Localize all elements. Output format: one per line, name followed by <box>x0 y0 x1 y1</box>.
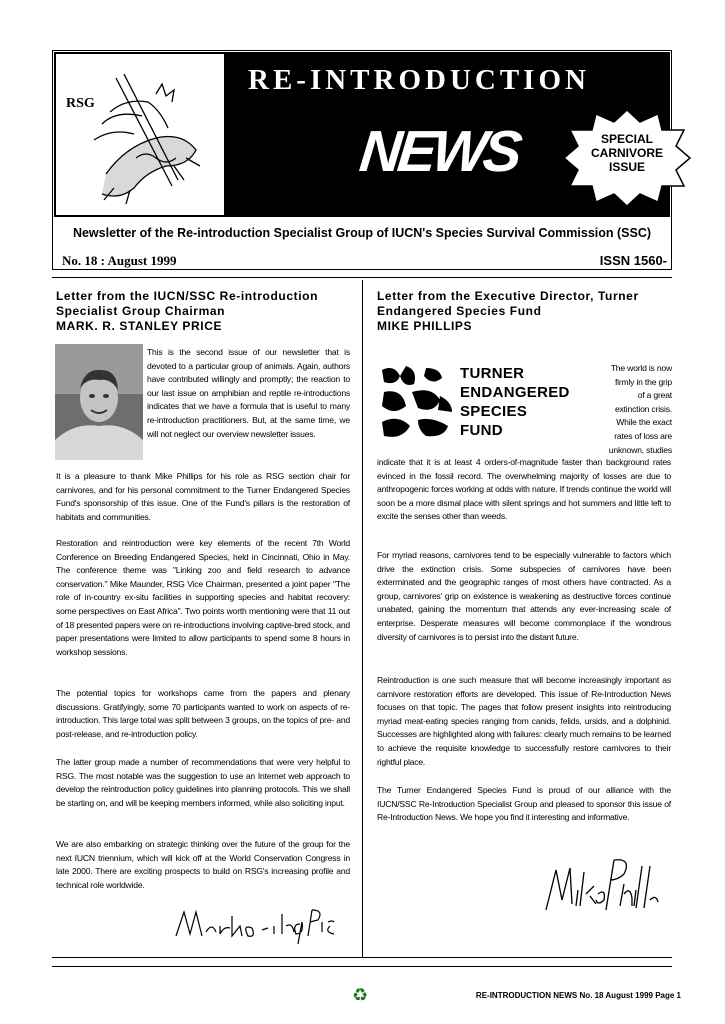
chairman-paragraph: Restoration and reintroduction were key elements of the recent 7th World Conference on Breeding Endangered Species, held in Cincinnati, Ohio in May. The conference theme was "Linking zoo and field research to advance conservation." Mike Maunder, RSG Vice Chairman, presented a joint paper "The role of in-country ex-situ facilities in supporting species and habitat recovery: some perspectives on East Africa". Two points worth mentioning were that 11 out of 18 presented papers were on re-introductions involving captive-bred stock, and paper presentations were limited to allow participants to spend some 8 hours in workshop sessions. <box>56 538 350 657</box>
heading-line: Specialist Group Chairman <box>56 304 226 318</box>
divider-bottom <box>52 957 672 958</box>
newsletter-title: RE-INTRODUCTION <box>248 64 590 96</box>
logo-word: FUND <box>460 422 503 439</box>
side-line: rates of loss are <box>614 430 672 441</box>
chairman-paragraph: The latter group made a number of recommendations that were very helpful to RSG. The most notable was the suggestion to use an Internet web approach to develop the reintroduction policy guidelines into planning protocols. This we shall be starting on, and will be keeping members informed, while also soliciting input. <box>56 757 350 808</box>
chairman-letter-heading <box>56 289 356 334</box>
page-footer: RE-INTRODUCTION NEWS No. 18 August 1999 Page 1 <box>475 991 681 1000</box>
divider-top <box>52 277 672 278</box>
heading-line: Letter from the Executive Director, Turner <box>377 289 639 303</box>
side-line: firmly in the grip <box>614 376 672 387</box>
side-line: While the exact <box>616 417 672 428</box>
director-paragraph: Reintroduction is one such measure that will become increasingly important as carnivore restoration efforts are developed. This issue of Re-Introduction News focuses on that topic. The pages that follow present insights into reintroducing myriad meat-eating species ranging from canids, felids, ursids, and a dolphinid. Successes are highlighted along with failures: clearly much remains to be learned to achieve the requisite knowledge to successfully restore carnivores to their rightful place. <box>377 675 671 767</box>
portrait-photo <box>55 344 143 460</box>
heading-line: Endangered Species Fund <box>377 304 542 318</box>
side-line: of a great <box>637 390 672 401</box>
rsg-logo-box <box>56 54 224 215</box>
news-wordmark: NEWS <box>356 119 522 184</box>
turner-fund-logo <box>378 362 584 444</box>
heading-line: Letter from the IUCN/SSC Re-introduction <box>56 289 319 303</box>
special-issue-badge <box>578 132 676 174</box>
recycle-icon: ♻ <box>352 985 369 1005</box>
column-divider <box>362 280 363 958</box>
divider-bottom-thin <box>52 966 672 967</box>
rsg-label: RSG <box>66 96 95 111</box>
signature-mike-phillips <box>540 850 660 920</box>
director-paragraph: indicate that it is at least 4 orders-of-magnitude faster than background rates evinced in the fossil record. The overwhelming majority of losses are due to anthropogenic forces working at odds with nature. If trends continue the world will soon be a more dismal place with silent springs and hot summers and little left to excite the senses other than weeds. <box>377 457 671 522</box>
newsletter-subtitle: Newsletter of the Re-introduction Specialist Group of IUCN's Species Survival Commission (SSC) <box>72 226 652 240</box>
logo-word: TURNER <box>460 365 525 382</box>
side-line: The world is now <box>610 363 672 373</box>
director-letter-heading <box>377 289 667 334</box>
director-intro-side <box>590 362 672 457</box>
logo-word: ENDANGERED <box>460 384 570 401</box>
badge-line: CARNIVORE <box>590 146 663 160</box>
chairman-paragraph: It is a pleasure to thank Mike Phillips for his role as RSG section chair for carnivores, and for his personal commitment to the Turner Endangered Species Fund's sponsorship of this issue. One of the Fund's pillars is the restoration of habitats and communities. <box>56 471 350 522</box>
oryx-logo-icon <box>56 54 224 215</box>
director-paragraph: The Turner Endangered Species Fund is proud of our alliance with the IUCN/SSC Re-Introduction Specialist Group and pleased to sponsor this issue of Re-Introduction News. We hope you find it interesting and informative. <box>377 785 671 823</box>
side-line: unknown, studies <box>608 444 672 455</box>
turner-fund-emblem-icon <box>378 362 456 444</box>
badge-line: SPECIAL <box>600 132 653 146</box>
chairman-paragraph: We are also embarking on strategic thinking over the future of the group for the next IUCN triennium, which will kick off at the World Conservation Congress in late 2000. There are exciting prospects to build on RSG's increasing profile and technical role worldwide. <box>56 839 350 890</box>
side-line: extinction crisis. <box>614 403 672 414</box>
logo-word: SPECIES <box>460 403 528 420</box>
chairman-paragraph: The potential topics for workshops came from the papers and plenary discussions. Gratifyingly, some 70 participants wanted to work on aspects of re-introduction. This large total was split between 3 groups, on the topics of pre- and post-release, and re-introduction policy. <box>56 688 350 739</box>
issue-number: No. 18 : August 1999 <box>62 253 177 268</box>
chairman-byline: MARK. R. STANLEY PRICE <box>56 319 223 333</box>
badge-line: ISSUE <box>608 160 645 174</box>
director-paragraph: For myriad reasons, carnivores tend to be especially vulnerable to factors which drive the extinction crisis. Some subspecies of carnivores have been exterminated and the geographic ranges of most others have contracted. As a group, carnivores' grip on existence is weakening as destructive forces continue unabated, gaining the momentum that attends any ever-increasing scale of enterprise. Desperate measures will become commonplace if the wondrous diversity of carnivores is to persist into the distant future. <box>377 550 671 642</box>
chairman-intro: This is the second issue of our newsletter that is devoted to a particular group of animals. Again, authors have contributed willingly and promptly; the reaction to our last issue on amphibian and reptile re-introductions indicates that we have a formula that is useful to many re-introduction practitioners. But, at the same time, we will not neglect our overview newsletter issues. <box>147 347 350 439</box>
issn: ISSN 1560- <box>599 253 667 268</box>
signature-mark-stanley-price <box>170 896 340 946</box>
director-byline: MIKE PHILLIPS <box>377 319 473 333</box>
